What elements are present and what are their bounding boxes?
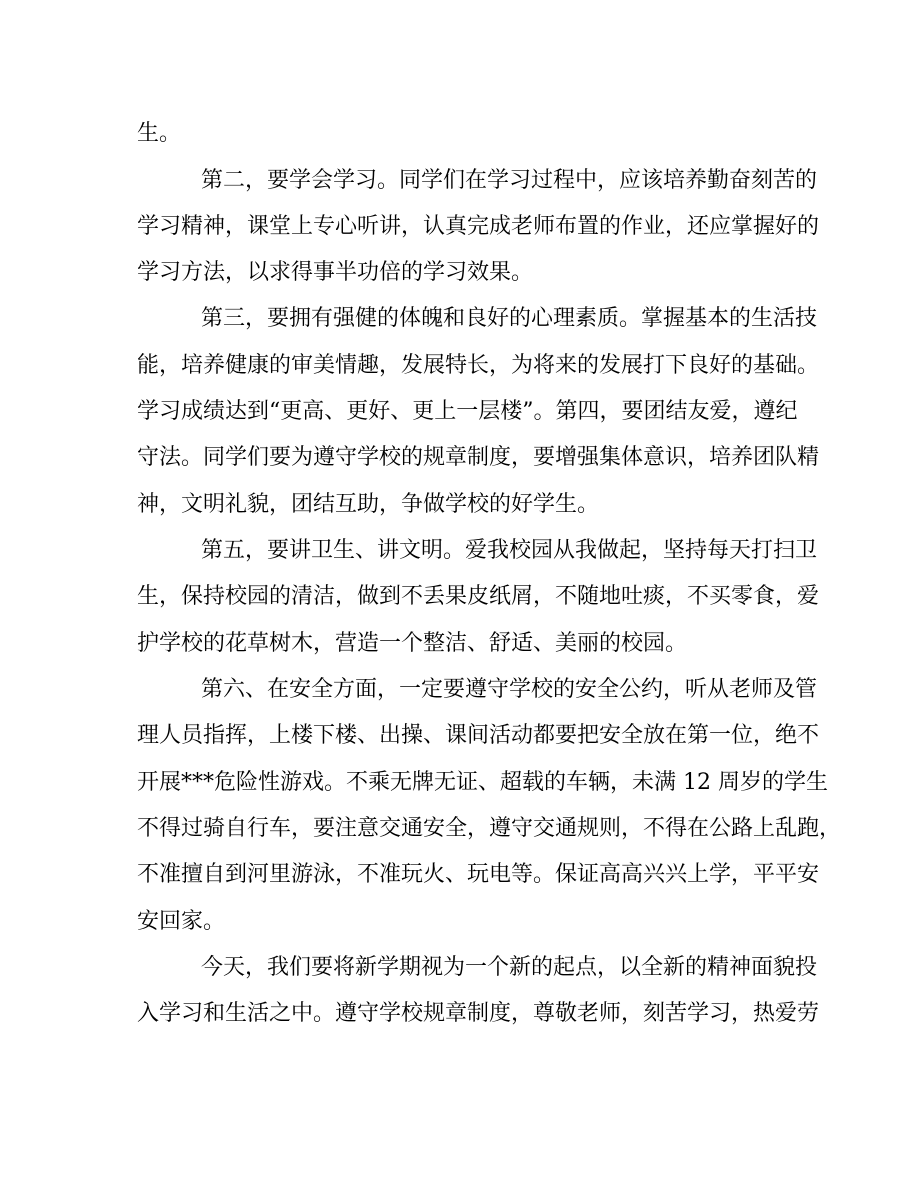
text-line: 守法。同学们要为遵守学校的规章制度，要增强集体意识，培养团队精 (137, 445, 820, 470)
text-line: 第三，要拥有强健的体魄和良好的心理素质。掌握基本的生活技 (201, 306, 818, 331)
text-line: 神，文明礼貌，团结互助，争做学校的好学生。 (137, 492, 600, 517)
text-line: 第二，要学会学习。同学们在学习过程中，应该培养勤奋刻苦的 (201, 168, 818, 193)
text-line: 学习成绩达到“更高、更好、更上一层楼”。第四，要团结友爱，遵纪 (137, 399, 798, 424)
text-line: 生，保持校园的清洁，做到不丢果皮纸屑，不随地吐痰，不买零食，爱 (137, 584, 820, 609)
text-line: 第五，要讲卫生、讲文明。爱我校园从我做起，坚持每天打扫卫 (201, 538, 818, 563)
text-line: 理人员指挥，上楼下楼、出操、课间活动都要把安全放在第一位，绝不 (137, 723, 820, 748)
text-line: 学习方法，以求得事半功倍的学习效果。 (137, 260, 534, 285)
text-line: 能，培养健康的审美情趣，发展特长，为将来的发展打下良好的基础。 (137, 353, 820, 378)
text-line: 开展***危险性游戏。不乘无牌无证、超载的车辆，未满 12 周岁的学生 (137, 770, 828, 795)
text-line: 不准擅自到河里游泳，不准玩火、玩电等。保证高高兴兴上学，平平安 (137, 862, 820, 887)
text-line: 护学校的花草树木，营造一个整洁、舒适、美丽的校园。 (137, 631, 688, 656)
text-line: 入学习和生活之中。遵守学校规章制度，尊敬老师，刻苦学习，热爱劳 (137, 1001, 820, 1026)
text-line: 生。 (137, 121, 182, 146)
text-line: 安回家。 (137, 909, 226, 934)
text-line: 不得过骑自行车，要注意交通安全，遵守交通规则，不得在公路上乱跑， (137, 816, 842, 841)
text-line: 学习精神，课堂上专心听讲，认真完成老师布置的作业，还应掌握好的 (137, 214, 820, 239)
text-line: 今天，我们要将新学期视为一个新的起点，以全新的精神面貌投 (201, 955, 818, 980)
text-line: 第六、在安全方面，一定要遵守学校的安全公约，听从老师及管 (201, 677, 818, 702)
